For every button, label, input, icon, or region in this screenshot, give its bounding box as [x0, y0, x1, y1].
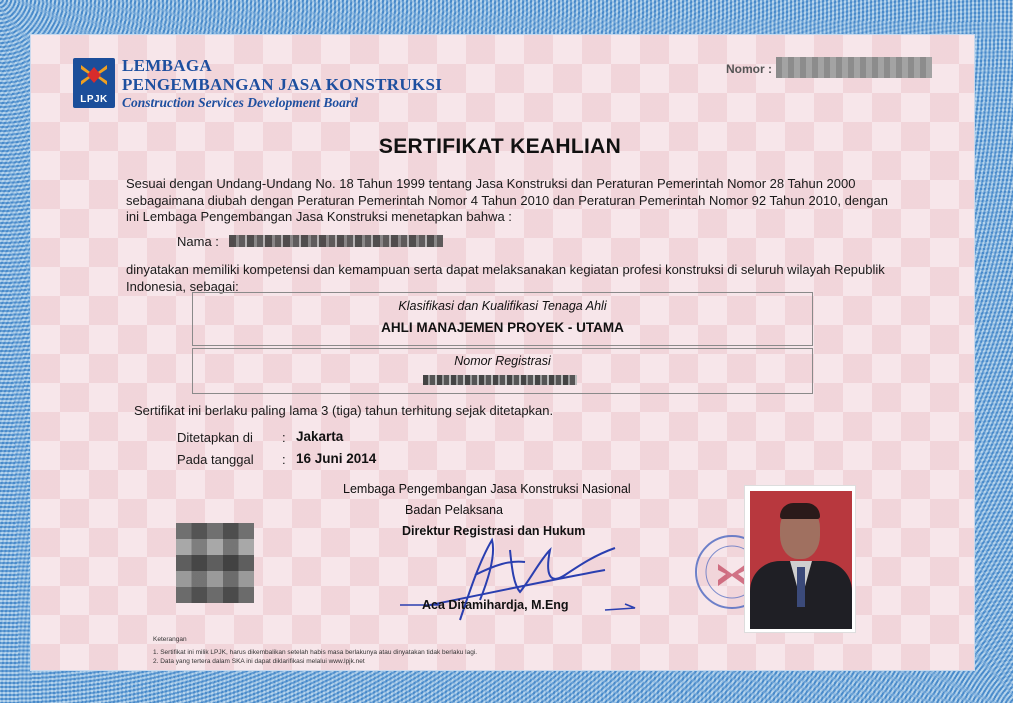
nomor-redacted [776, 57, 932, 78]
signatory-name: Aca Ditamihardja, M.Eng [422, 598, 569, 612]
klasifikasi-value: AHLI MANAJEMEN PROYEK - UTAMA [381, 320, 624, 335]
photo-frame [744, 485, 856, 633]
registrasi-heading: Nomor Registrasi [454, 354, 551, 368]
place-value: Jakarta [296, 429, 344, 444]
registrasi-box [192, 348, 813, 394]
klasifikasi-heading: Klasifikasi dan Kualifikasi Tenaga Ahli [398, 299, 607, 313]
lpjk-logo [73, 58, 115, 108]
statement-paragraph: dinyatakan memiliki kompetensi dan kemampuan serta dapat melaksanakan kegiatan profesi konstruksi di seluruh wilayah Republik Indonesia, sebagai: [126, 262, 885, 294]
org-name-line2: PENGEMBANGAN JASA KONSTRUKSI [122, 75, 443, 94]
logo-text: LPJK [80, 94, 108, 105]
nomor-label: Nomor : [726, 62, 772, 76]
lpjk-emblem-icon [79, 63, 109, 87]
validity-statement: Sertifikat ini berlaku paling lama 3 (tiga) tahun terhitung sejak ditetapkan. [134, 403, 554, 418]
note-item: 1. Sertifikat ini milik LPJK, harus dikembalikan setelah habis masa berlakunya atau dinyatakan tidak berlaku lagi. [153, 649, 478, 656]
certificate-title: SERTIFIKAT KEAHLIAN [378, 135, 622, 158]
signatory-institution: Lembaga Pengembangan Jasa Konstruksi Nasional [343, 482, 631, 496]
date-colon: : [282, 452, 286, 467]
org-name-english: Construction Services Development Board [122, 95, 358, 110]
nama-label: Nama : [177, 234, 219, 249]
intro-paragraph: Sesuai dengan Undang-Undang No. 18 Tahun 1999 tentang Jasa Konstruksi dan Peraturan Pemerintah Nomor 28 Tahun 2000 sebagaimana diubah dengan Peraturan Pemerintah Nomor 4 Tahun 2010 dan Peraturan Pemerintah Nomor 92 Tahun 2010, dengan ini Lembaga Pengembangan Jasa Konstruksi menetapkan bahwa : [126, 176, 888, 224]
place-label: Ditetapkan di [177, 430, 253, 445]
place-colon: : [282, 430, 286, 445]
notes-heading: Keterangan [153, 636, 187, 643]
registrasi-redacted [423, 375, 577, 385]
qr-code-redacted [176, 523, 254, 603]
holder-photo [750, 491, 852, 629]
note-item: 2. Data yang tertera dalam SKA ini dapat diklarifikasi melalui www.lpjk.net [153, 658, 365, 665]
signatory-position: Direktur Registrasi dan Hukum [402, 524, 586, 538]
date-value: 16 Juni 2014 [296, 451, 377, 466]
org-name-line1: LEMBAGA [122, 56, 212, 75]
nama-redacted [229, 235, 443, 247]
signatory-body: Badan Pelaksana [405, 503, 503, 517]
handwritten-signature [400, 520, 640, 630]
klasifikasi-box [192, 292, 813, 346]
date-label: Pada tanggal [177, 452, 254, 467]
